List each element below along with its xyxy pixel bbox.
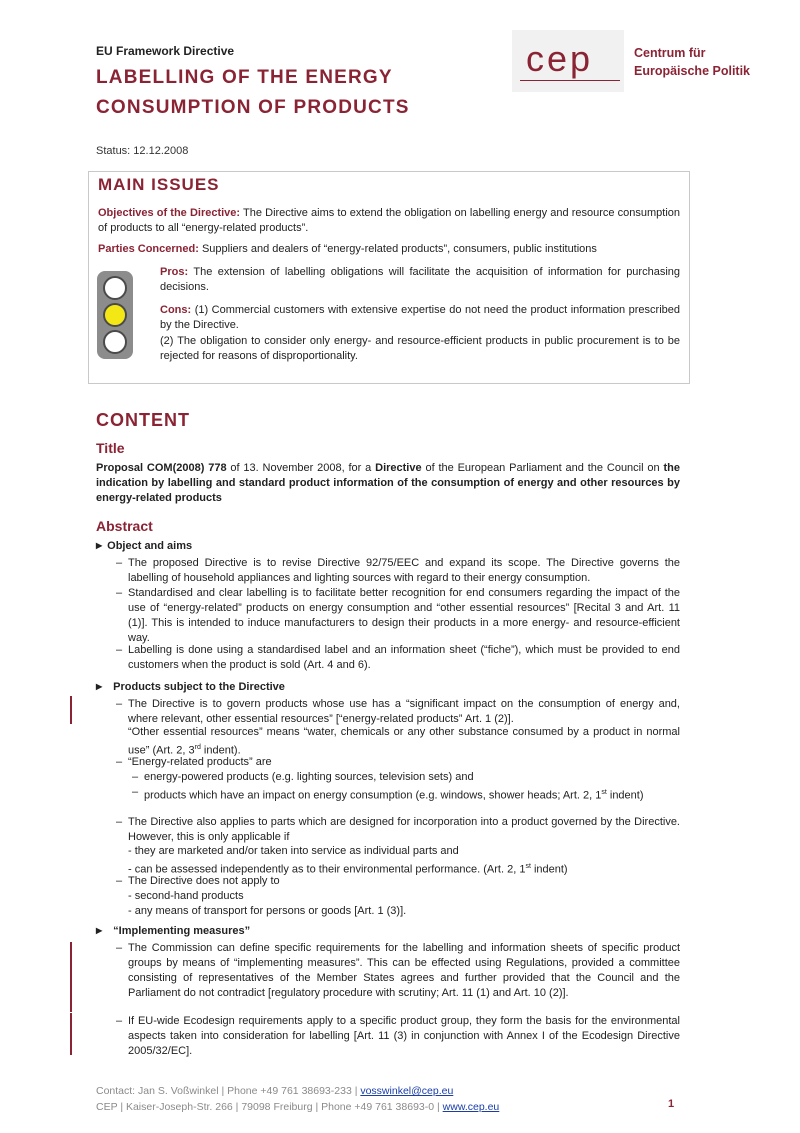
list-item: “Other essential resources” means “water, chemicals or any other substance consumed by a product in normal use” (Art. 2, 3rd indent).: [128, 726, 680, 757]
list-item: – The Directive does not apply to: [116, 875, 280, 887]
objectives-label: Objectives of the Directive:: [98, 207, 241, 219]
cons-text-2: (2) The obligation to consider only energy- and resource-efficient products in public procurement is to be rejected for reasons of disproportionality.: [160, 335, 680, 362]
list-item: - any means of transport for persons or goods [Art. 1 (3)].: [128, 905, 407, 917]
list-item: – “Energy-related products” are: [116, 756, 272, 768]
cons-label: Cons:: [160, 304, 192, 316]
list-item: – Standardised and clear labelling is to facilitate better recognition for end consumers regarding the impact of the use of “energy-related” products on energy consumption and “other essential resources” [Recital 3 and Art. 11 (1)]. This is intended to induce manufacturers to design their products in a more energy- and resource-efficient way.: [116, 587, 680, 644]
list-item: – The proposed Directive is to revise Directive 92/75/EEC and expand its scope. The Directive governs the labelling of household appliances and lighting sources with regard to their energy consumption.: [116, 557, 680, 584]
list-item: – products which have an impact on energy consumption (e.g. windows, shower heads; Art. 2, 1st indent): [132, 786, 644, 802]
parties-label: Parties Concerned:: [98, 243, 199, 255]
page-number: 1: [668, 1098, 675, 1110]
abstract-heading: Abstract: [96, 518, 153, 534]
list-item: – energy-powered products (e.g. lighting sources, television sets) and: [132, 771, 474, 783]
change-marker: [70, 696, 72, 724]
list-item: – The Commission can define specific requirements for the labelling and information sheets of specific product groups by means of “implementing measures”. This can be effected using Regulations, provided a committee consisting of representatives of the Member States agrees and further provided that the Council and the Parliament do not contradict [regulatory procedure with scrutiny; Art. 11 (1) and Art. 10 (2)].: [116, 942, 680, 999]
email-link[interactable]: vosswinkel@cep.eu: [360, 1085, 454, 1097]
list-item: - can be assessed independently as to their environmental performance. (Art. 2, 1st indent): [128, 863, 568, 876]
pros-label: Pros:: [160, 266, 189, 278]
traffic-light-top-icon: [103, 276, 127, 300]
section-products-subject: ▶ Products subject to the Directive: [96, 681, 285, 693]
list-item: – Labelling is done using a standardised label and an information sheet (“fiche”), which must be provided to end customers when the product is sold (Art. 4 and 6).: [116, 644, 680, 671]
traffic-light-bottom-icon: [103, 330, 127, 354]
change-marker: [70, 1013, 72, 1055]
objectives-paragraph: [98, 206, 680, 236]
traffic-light-yellow-icon: [103, 303, 127, 327]
bullet-triangle-icon: ▶: [96, 926, 103, 935]
cep-logo: cep: [526, 38, 594, 79]
proposal-paragraph: Proposal COM(2008) 778 of 13. November 2008, for a Directive of the European Parliament and the Council on the indication by labelling and standard product information of the consumption of energy and other resources by energy-related products: [96, 462, 680, 504]
list-item: – The Directive is to govern products whose use has a “significant impact on the consumption of energy and, where relevant, other essential resources” [“energy-related products” Art. 1 (2)].: [116, 698, 680, 725]
list-item: – The Directive also applies to parts which are designed for incorporation into a product governed by the Directive. However, this is only applicable if: [116, 816, 680, 843]
pros-paragraph: [160, 265, 680, 295]
section-implementing-measures: ▶ “Implementing measures”: [96, 925, 251, 937]
bullet-triangle-icon: ▶: [96, 682, 103, 691]
organization-name: Centrum für Europäische Politik: [634, 46, 751, 78]
parties-text: Suppliers and dealers of “energy-related products”, consumers, public institutions: [201, 243, 597, 255]
traffic-light-icon: [97, 271, 133, 359]
cons-text-1: (1) Commercial customers with extensive expertise do not need the product information prescribed by the Directive.: [160, 304, 680, 331]
pros-text: The extension of labelling obligations will facilitate the acquisition of information for purchasing decisions.: [160, 266, 681, 293]
list-item: - they are marketed and/or taken into service as individual parts and: [128, 845, 459, 857]
list-item: – If EU-wide Ecodesign requirements apply to a specific product group, they form the basis for the environmental aspects taken into consideration for labelling [Art. 11 (3) in conjunction with Annex I of the Ecodesign Directive 2005/32/EC].: [116, 1015, 680, 1057]
bullet-triangle-icon: ▶: [96, 541, 103, 550]
title-heading: Title: [96, 440, 125, 456]
parties-paragraph: [98, 242, 680, 257]
logo-underline: [520, 80, 620, 81]
cons-paragraph: [160, 303, 680, 333]
eyebrow-label: EU Framework Directive: [96, 44, 235, 58]
document-title: LABELLING OF THE ENERGY CONSUMPTION OF PRODUCTS: [96, 67, 410, 118]
content-heading: CONTENT: [96, 410, 190, 430]
section-object-aims: ▶ Object and aims: [96, 540, 193, 552]
status-date: Status: 12.12.2008: [96, 145, 189, 157]
objectives-text: The Directive aims to extend the obligation on labelling energy and resource consumption of products to all “energy-related products”.: [98, 207, 681, 234]
website-link[interactable]: www.cep.eu: [442, 1101, 500, 1113]
main-issues-heading: MAIN ISSUES: [98, 175, 220, 194]
change-marker: [70, 942, 72, 1012]
list-item: - second-hand products: [128, 890, 244, 902]
footer-contact: Contact: Jan S. Voßwinkel | Phone +49 761 38693-233 | vosswinkel@cep.eu CEP | Kaiser-Joseph-Str. 266 | 79098 Freiburg | Phone +49 761 38693-0 | www.cep.eu: [96, 1085, 500, 1113]
